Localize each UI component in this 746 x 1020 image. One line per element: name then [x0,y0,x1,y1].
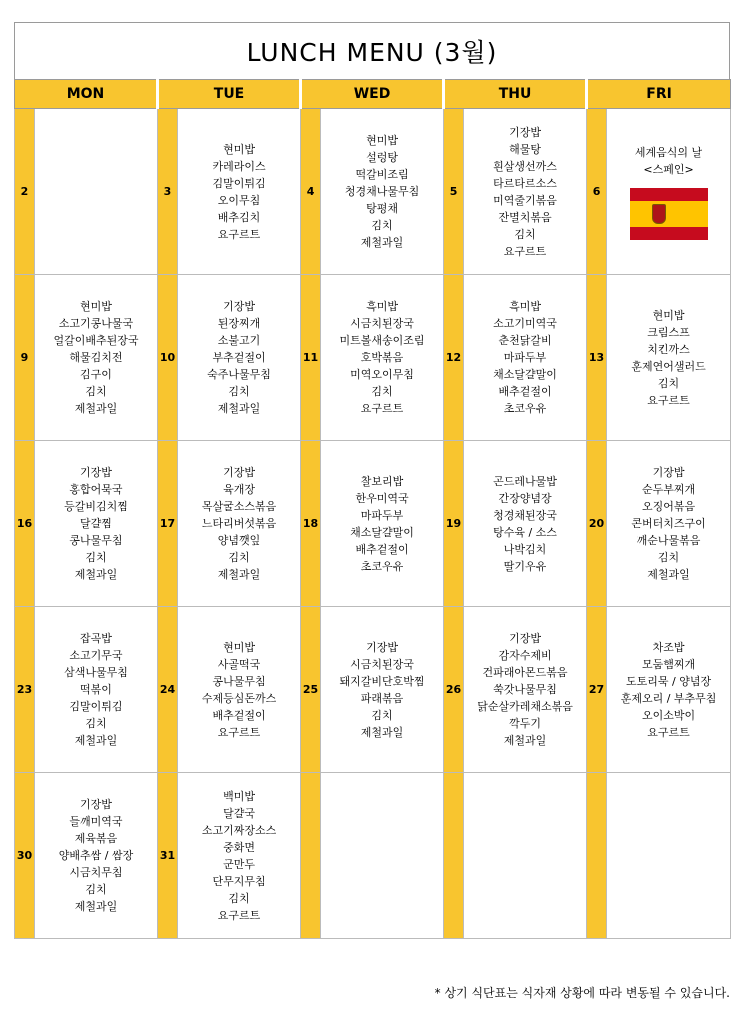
menu-item: 요구르트 [217,227,261,241]
menu-item: 도토리묵 / 양념장 [626,674,712,688]
menu-item: 제철과일 [360,236,404,249]
menu-item: 양배추쌈 / 쌈장 [58,849,134,862]
menu-item: 설렁탕 [366,151,398,164]
menu-item: 건파래아몬드볶음 [482,666,568,679]
menu-item: 미역줄기볶음 [493,193,557,207]
date-cell: 20 [587,441,607,607]
menu-item: 기장밥 [80,466,112,479]
menu-item: 얼갈이배추된장국 [53,334,139,347]
menu-item: 사골떡국 [217,657,261,671]
menu-item: 초코우유 [503,402,547,415]
week-row [15,773,731,939]
menu-item: 제철과일 [217,402,261,415]
menu-item: 제철과일 [647,568,690,581]
menu-item: 김치 [85,883,107,896]
day-header-thu: THU [444,80,587,109]
menu-item: 들깨미역국 [69,815,123,828]
menu-item: 떡볶이 [80,683,112,696]
date-cell: 9 [15,275,35,441]
coat-of-arms-icon [652,204,666,224]
menu-item: 감자수제비 [498,649,552,662]
menu-cell [321,441,444,607]
menu-item: 등갈비김치찜 [64,500,128,513]
menu-item: <스페인> [643,162,694,176]
menu-item: 흑미밥 [366,300,398,313]
menu-item: 콘버터치즈구이 [631,517,706,530]
menu-item: 요구르트 [360,402,404,415]
menu-item: 깨순나물볶음 [636,534,701,547]
menu-cell [321,607,444,773]
menu-item: 춘천닭갈비 [498,334,552,347]
menu-item: 기장밥 [366,640,398,654]
menu-cell [35,773,158,939]
menu-cell [178,275,301,441]
menu-item: 제철과일 [360,725,404,739]
menu-item: 현미밥 [80,300,112,313]
date-cell: 12 [444,275,464,441]
menu-item: 잔멸치볶음 [498,210,552,224]
day-header-wed: WED [301,80,444,109]
flag-yellow-band [630,201,708,227]
week-row [15,275,731,441]
menu-item: 제철과일 [503,734,547,747]
menu-item: 초코우유 [360,559,404,573]
date-cell: 31 [158,773,178,939]
menu-item: 기장밥 [223,466,255,479]
menu-table [14,79,731,939]
date-cell: 27 [587,607,607,773]
menu-item: 순두부찌개 [641,483,696,496]
menu-item: 딸기우유 [503,559,547,573]
menu-item: 제철과일 [74,568,118,581]
menu-item: 돼지갈비단호박찜 [339,674,425,688]
date-cell: 3 [158,109,178,275]
menu-item: 김치 [657,376,680,390]
date-cell [301,773,321,939]
menu-item: 기장밥 [509,125,541,139]
footnote: * 상기 식단표는 식자재 상황에 따라 변동될 수 있습니다. [434,986,730,1000]
menu-item: 김치 [228,385,250,398]
date-cell: 24 [158,607,178,773]
menu-item: 모둠햄찌개 [641,657,696,671]
menu-item: 기장밥 [80,798,112,811]
week-row [15,607,731,773]
menu-cell [607,773,731,939]
menu-item: 제철과일 [217,568,261,581]
menu-item: 흑미밥 [509,300,541,313]
menu-item: 치킨까스 [647,342,690,356]
menu-item: 삼색나물무침 [64,666,128,679]
menu-item: 타르타르소스 [493,176,557,190]
menu-item: 차조밥 [652,640,685,654]
menu-item: 소고기짜장소스 [201,823,277,837]
menu-item: 요구르트 [503,244,547,258]
menu-item: 제철과일 [74,734,118,747]
menu-item: 탕평채 [366,202,398,215]
menu-item: 오이소박이 [641,708,696,722]
menu-cell [178,441,301,607]
menu-item: 김치 [228,551,250,564]
menu-item: 청경채나물무침 [344,185,420,198]
menu-item: 현미밥 [652,308,685,322]
menu-item: 쑥갓나물무침 [493,683,557,696]
menu-item: 흰살생선까스 [493,159,557,173]
menu-item: 김말이튀김 [69,700,123,713]
menu-item: 제철과일 [74,402,118,415]
date-cell: 26 [444,607,464,773]
menu-item: 소불고기 [217,334,261,347]
menu-item: 배추겉절이 [498,385,552,398]
menu-item: 배추김치 [217,210,261,224]
menu-item: 크림스프 [647,325,690,339]
menu-item: 김치 [85,385,107,398]
date-cell: 25 [301,607,321,773]
menu-cell [35,275,158,441]
menu-item: 수제등심돈까스 [201,691,277,705]
menu-item: 현미밥 [223,640,255,654]
date-cell: 11 [301,275,321,441]
menu-item: 호박볶음 [360,351,404,364]
menu-item: 김치 [371,385,393,398]
date-cell [587,773,607,939]
menu-item: 시금치된장국 [350,657,414,671]
menu-cell [464,607,587,773]
menu-cell [607,275,731,441]
menu-item: 찰보리밥 [360,474,404,488]
day-header-tue: TUE [158,80,301,109]
menu-item: 깍두기 [509,717,541,730]
menu-cell [35,441,158,607]
menu-item: 김치 [371,708,393,722]
menu-item: 김치 [514,227,536,241]
menu-item: 잡곡밥 [80,632,112,645]
menu-item: 김치 [657,551,680,564]
menu-item: 양념깻잎 [217,534,261,547]
menu-item: 시금치된장국 [350,317,414,330]
menu-item: 채소달걀말이 [493,368,557,381]
menu-cell [607,441,731,607]
menu-cell [464,275,587,441]
spain-flag-icon [630,188,708,240]
menu-cell [607,607,731,773]
week-row [15,441,731,607]
menu-item: 해물탕 [509,142,541,156]
menu-item: 기장밥 [652,466,685,479]
menu-cell [464,109,587,275]
date-cell: 23 [15,607,35,773]
date-cell: 6 [587,109,607,275]
menu-item: 청경채된장국 [493,508,557,522]
menu-item: 기장밥 [509,632,541,645]
menu-item: 오징어볶음 [641,500,696,513]
date-cell: 19 [444,441,464,607]
menu-item: 육개장 [223,483,255,496]
menu-item: 부추겉절이 [212,351,266,364]
menu-item: 마파두부 [360,508,404,522]
menu-cell [178,773,301,939]
menu-item: 김구이 [80,368,112,381]
day-header-fri: FRI [587,80,731,109]
menu-item: 떡갈비조림 [355,168,409,181]
menu-item: 기장밥 [223,300,255,313]
menu-item: 채소달걀말이 [350,525,414,539]
menu-item: 홍합어묵국 [69,483,123,496]
menu-item: 김치 [228,891,250,905]
date-cell [444,773,464,939]
menu-item: 카레라이스 [212,159,266,173]
menu-item: 미트볼새송이조림 [339,334,425,347]
menu-item: 김말이튀김 [212,176,266,190]
date-cell: 16 [15,441,35,607]
date-cell: 17 [158,441,178,607]
date-cell: 10 [158,275,178,441]
menu-item: 훈제오리 / 부추무침 [620,691,717,705]
menu-item: 목살굴소스볶음 [201,500,277,513]
menu-cell [607,109,731,275]
menu-item: 소고기미역국 [493,317,557,330]
menu-item: 숙주나물무침 [207,368,271,381]
menu-item: 소고기무국 [69,649,123,662]
menu-item: 소고기콩나물국 [58,317,134,330]
menu-item: 백미밥 [223,789,255,803]
menu-item: 현미밥 [223,142,255,156]
menu-item: 오이무침 [217,193,261,207]
menu-cell [178,109,301,275]
menu-cell [178,607,301,773]
menu-cell [321,109,444,275]
menu-item: 탕수육 / 소스 [493,525,557,539]
date-cell: 30 [15,773,35,939]
menu-item: 중화면 [223,840,255,854]
menu-cell [321,773,444,939]
menu-cell [321,275,444,441]
menu-item: 요구르트 [217,725,261,739]
menu-item: 한우미역국 [355,491,409,505]
menu-item: 달걀찜 [80,517,112,530]
week-row [15,109,731,275]
menu-item: 파래볶음 [360,691,404,705]
day-header-row [15,80,731,109]
menu-item: 군만두 [223,857,255,871]
menu-item: 제육볶음 [74,832,118,845]
menu-item: 해물김치전 [69,351,123,364]
menu-cell [464,441,587,607]
menu-item: 마파두부 [503,351,547,364]
menu-item: 요구르트 [647,725,690,739]
date-cell: 5 [444,109,464,275]
menu-item: 곤드레나물밥 [493,474,557,488]
menu-item: 요구르트 [647,393,690,407]
menu-item: 김치 [371,219,393,232]
menu-item: 닭순살카레채소볶음 [477,700,573,713]
menu-sheet [14,22,730,939]
menu-item: 제철과일 [74,900,118,913]
menu-item: 시금치무침 [69,866,123,879]
menu-cell [35,607,158,773]
menu-item: 세계음식의 날 [634,145,703,159]
date-cell: 4 [301,109,321,275]
page-title: LUNCH MENU (3월) [14,22,730,79]
menu-item: 현미밥 [366,134,398,147]
menu-item: 배추겉절이 [355,542,409,556]
date-cell: 13 [587,275,607,441]
day-header-mon: MON [15,80,158,109]
menu-item: 김치 [85,717,107,730]
menu-item: 미역오이무침 [350,368,414,381]
menu-item: 요구르트 [217,908,261,922]
menu-item: 단무지무침 [212,874,266,888]
menu-item: 간장양념장 [498,491,552,505]
menu-item: 김치 [85,551,107,564]
menu-item: 훈제연어샐러드 [631,359,706,373]
menu-item: 된장찌개 [217,317,261,330]
menu-item: 콩나물무침 [212,674,266,688]
menu-cell [35,109,158,275]
date-cell: 18 [301,441,321,607]
menu-cell [464,773,587,939]
menu-item: 달걀국 [223,806,255,820]
menu-item: 배추겉절이 [212,708,266,722]
menu-item: 느타리버섯볶음 [201,517,277,530]
menu-item: 콩나물무침 [69,534,123,547]
menu-item: 나박김치 [503,542,547,556]
date-cell: 2 [15,109,35,275]
